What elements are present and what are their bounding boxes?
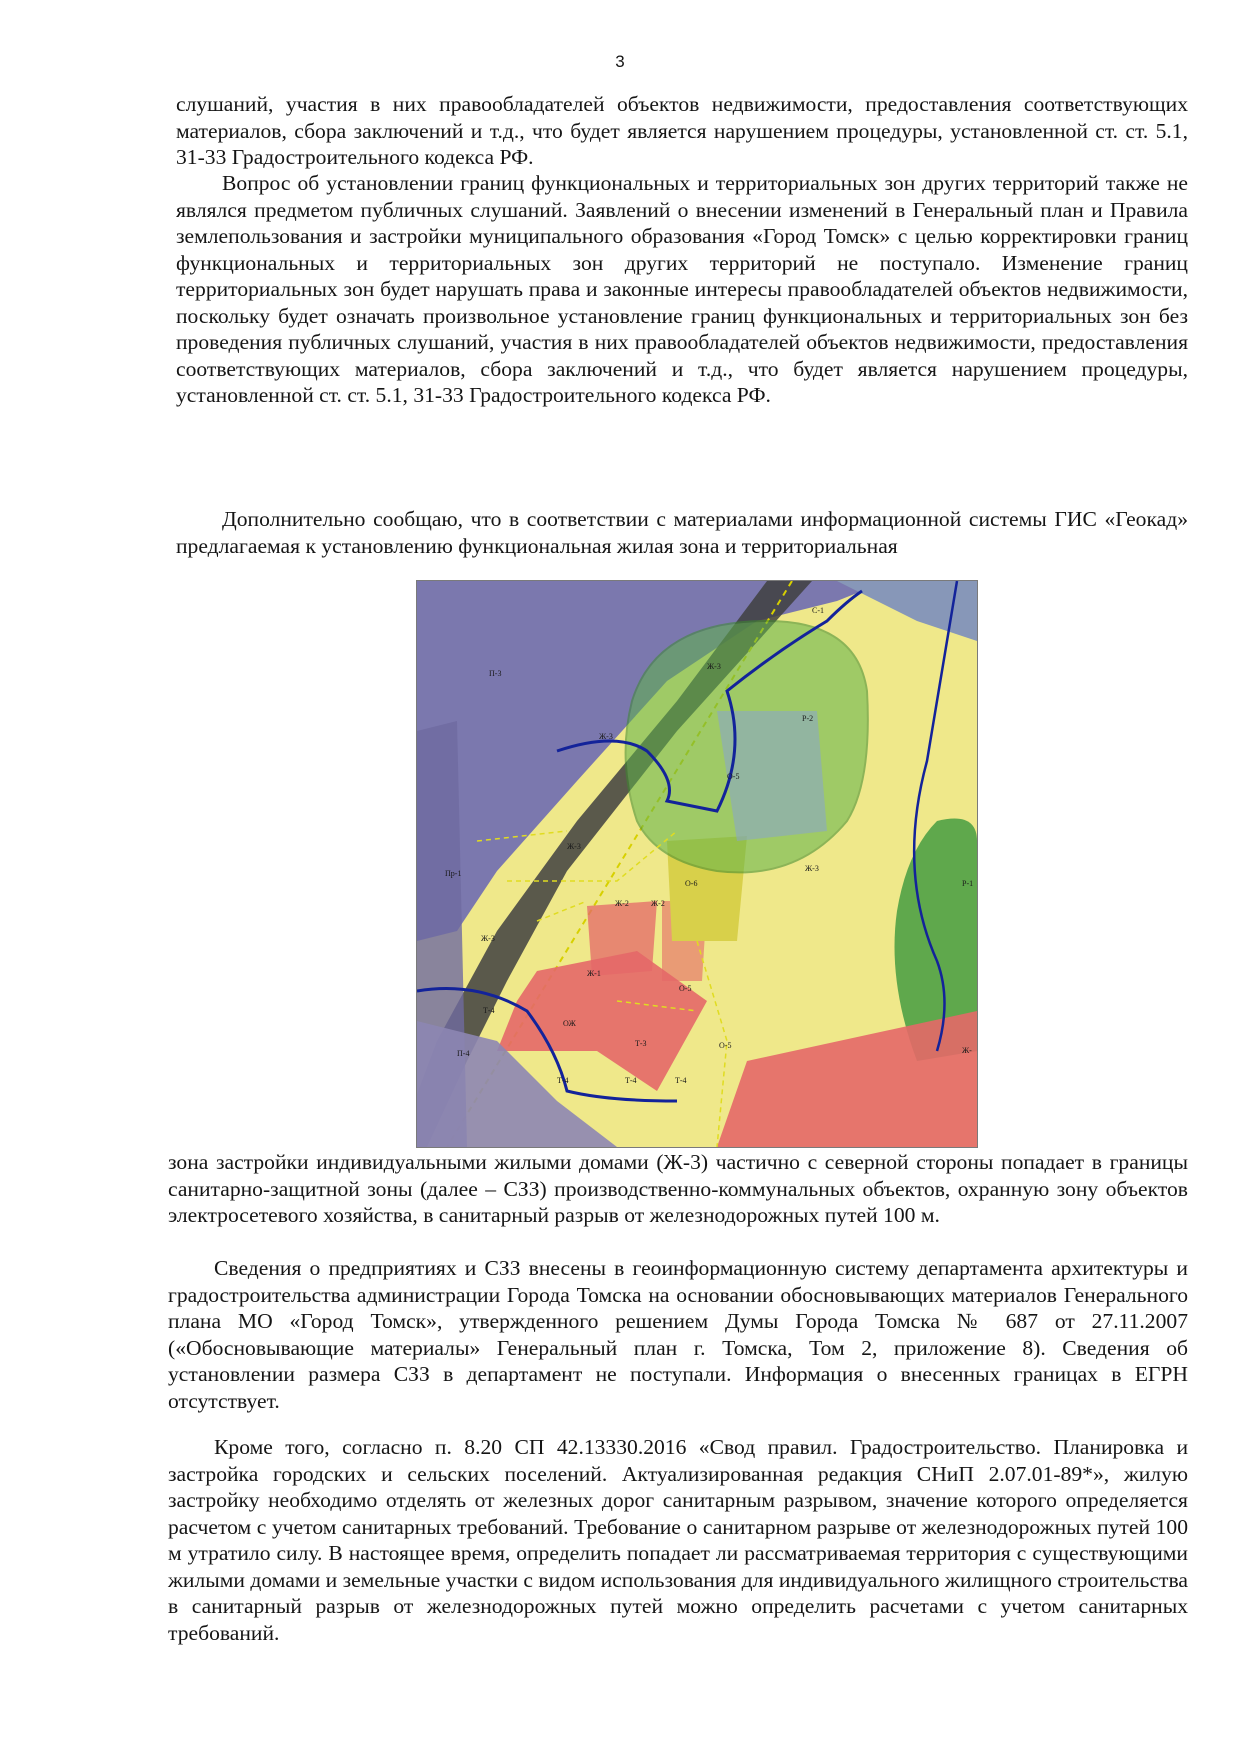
- zone-label-zh1: Ж-1: [587, 969, 601, 978]
- zone-label-zh2-a: Ж-2: [615, 899, 629, 908]
- zone-label-t4-c: Т-4: [625, 1076, 637, 1085]
- paragraph-2: Вопрос об установлении границ функциональных и территориальных зон других территорий также не являлся предметом публичных слушаний. Заявлений о внесении изменений в Генеральный план и Правила землепользования и застройки муниципального образования «Город Томск» с целью корректировки границ функциональных и территориальных зон других территорий не поступало. Изменение границ территориальных зон будет нарушать права и законные интересы правообладателей объектов недвижимости, поскольку будет означать произвольное установление границ функциональных и территориальных зон без проведения публичных слушаний, участия в них правообладателей объектов недвижимости, предоставления соответствующих материалов, сбора заключений и т.д., что будет является нарушением процедуры, установленной ст. ст. 5.1, 31-33 Градостроительного кодекса РФ.: [176, 171, 1188, 407]
- zone-label-r2: Р-2: [802, 714, 814, 723]
- zone-label-t4-a: Т-4: [483, 1006, 495, 1015]
- zone-label-zh3-left: Ж-3: [599, 732, 613, 741]
- zone-label-zh2-b: Ж-2: [651, 899, 665, 908]
- paragraph-5: Сведения о предприятиях и СЗЗ внесены в геоинформационную систему департамента архитектуры и градостроительства администрации Города Томска на основании обосновывающих материалов Генерального плана МО «Город Томск», утвержденного решением Думы Города Томска № 687 от 27.11.2007 («Обосновывающие материалы» Генеральный план г. Томска, Том 2, приложение 8). Сведения об установлении размера СЗЗ в департамент не поступали. Информация о внесенных границах в ЕГРН отсутствует.: [168, 1256, 1188, 1413]
- zone-label-zh3-mid: Ж-3: [567, 842, 581, 851]
- zone-label-zh3-top: Ж-3: [707, 662, 721, 671]
- zone-label-pr1: Пр-1: [445, 869, 462, 878]
- zone-label-t4-d: Т-4: [675, 1076, 687, 1085]
- zone-label-o5-c: О-5: [719, 1041, 732, 1050]
- paragraph-3: Дополнительно сообщаю, что в соответствии с материалами информационной системы ГИС «Геокад» предлагаемая к установлению функциональная жилая зона и территориальная: [176, 507, 1188, 558]
- paragraph-6: Кроме того, согласно п. 8.20 СП 42.13330.2016 «Свод правил. Градостроительство. Планировка и застройка городских и сельских поселений. Актуализированная редакция СНиП 2.07.01-89*», жилую застройку необходимо отделять от железных дорог санитарным разрывом, значение которого определяется расчетом с учетом санитарных требований. Требование о санитарном разрыве от железнодорожных путей 100 м утратило силу. В настоящее время, определить попадает ли рассматриваемая территория с существующими жилыми домами и земельные участки с видом использования для индивидуального жилищного строительства в санитарный разрыв от железнодорожных путей можно определить расчетами с учетом санитарных требований.: [168, 1435, 1188, 1645]
- zone-label-zh3-right: Ж-3: [805, 864, 819, 873]
- zone-label-o5-a: О-5: [727, 772, 740, 781]
- zone-label-ozh: ОЖ: [563, 1019, 576, 1028]
- zone-label-t4-b: Т-4: [557, 1076, 569, 1085]
- zone-label-o5-b: О-5: [679, 984, 692, 993]
- zone-label-p4: П-4: [457, 1049, 470, 1058]
- paragraph-1: слушаний, участия в них правообладателей объектов недвижимости, предоставления соответствующих материалов, сбора заключений и т.д., что будет является нарушением процедуры, установленной ст. ст. 5.1, 31-33 Градостроительного кодекса РФ.: [176, 92, 1188, 169]
- zone-label-r1: Р-1: [962, 879, 974, 888]
- zone-label-zh-edge: Ж-: [962, 1046, 972, 1055]
- zoning-map-svg: [417, 581, 977, 1147]
- paragraph-4: зона застройки индивидуальными жилыми домами (Ж-3) частично с северной стороны попадает в границы санитарно-защитной зоны (далее – СЗЗ) производственно-коммунальных объектов, охранную зону объектов электросетевого хозяйства, в санитарный разрыв от железнодорожных путей 100 м.: [168, 1150, 1188, 1227]
- zone-label-o6: О-6: [685, 879, 698, 888]
- page-number: 3: [615, 52, 625, 71]
- zone-label-p3: П-3: [489, 669, 502, 678]
- zone-label-t3: Т-3: [635, 1039, 647, 1048]
- zoning-map: [416, 580, 978, 1148]
- zone-label-zh3-low: Ж-3: [481, 934, 495, 943]
- zone-label-c1: С-1: [812, 606, 824, 615]
